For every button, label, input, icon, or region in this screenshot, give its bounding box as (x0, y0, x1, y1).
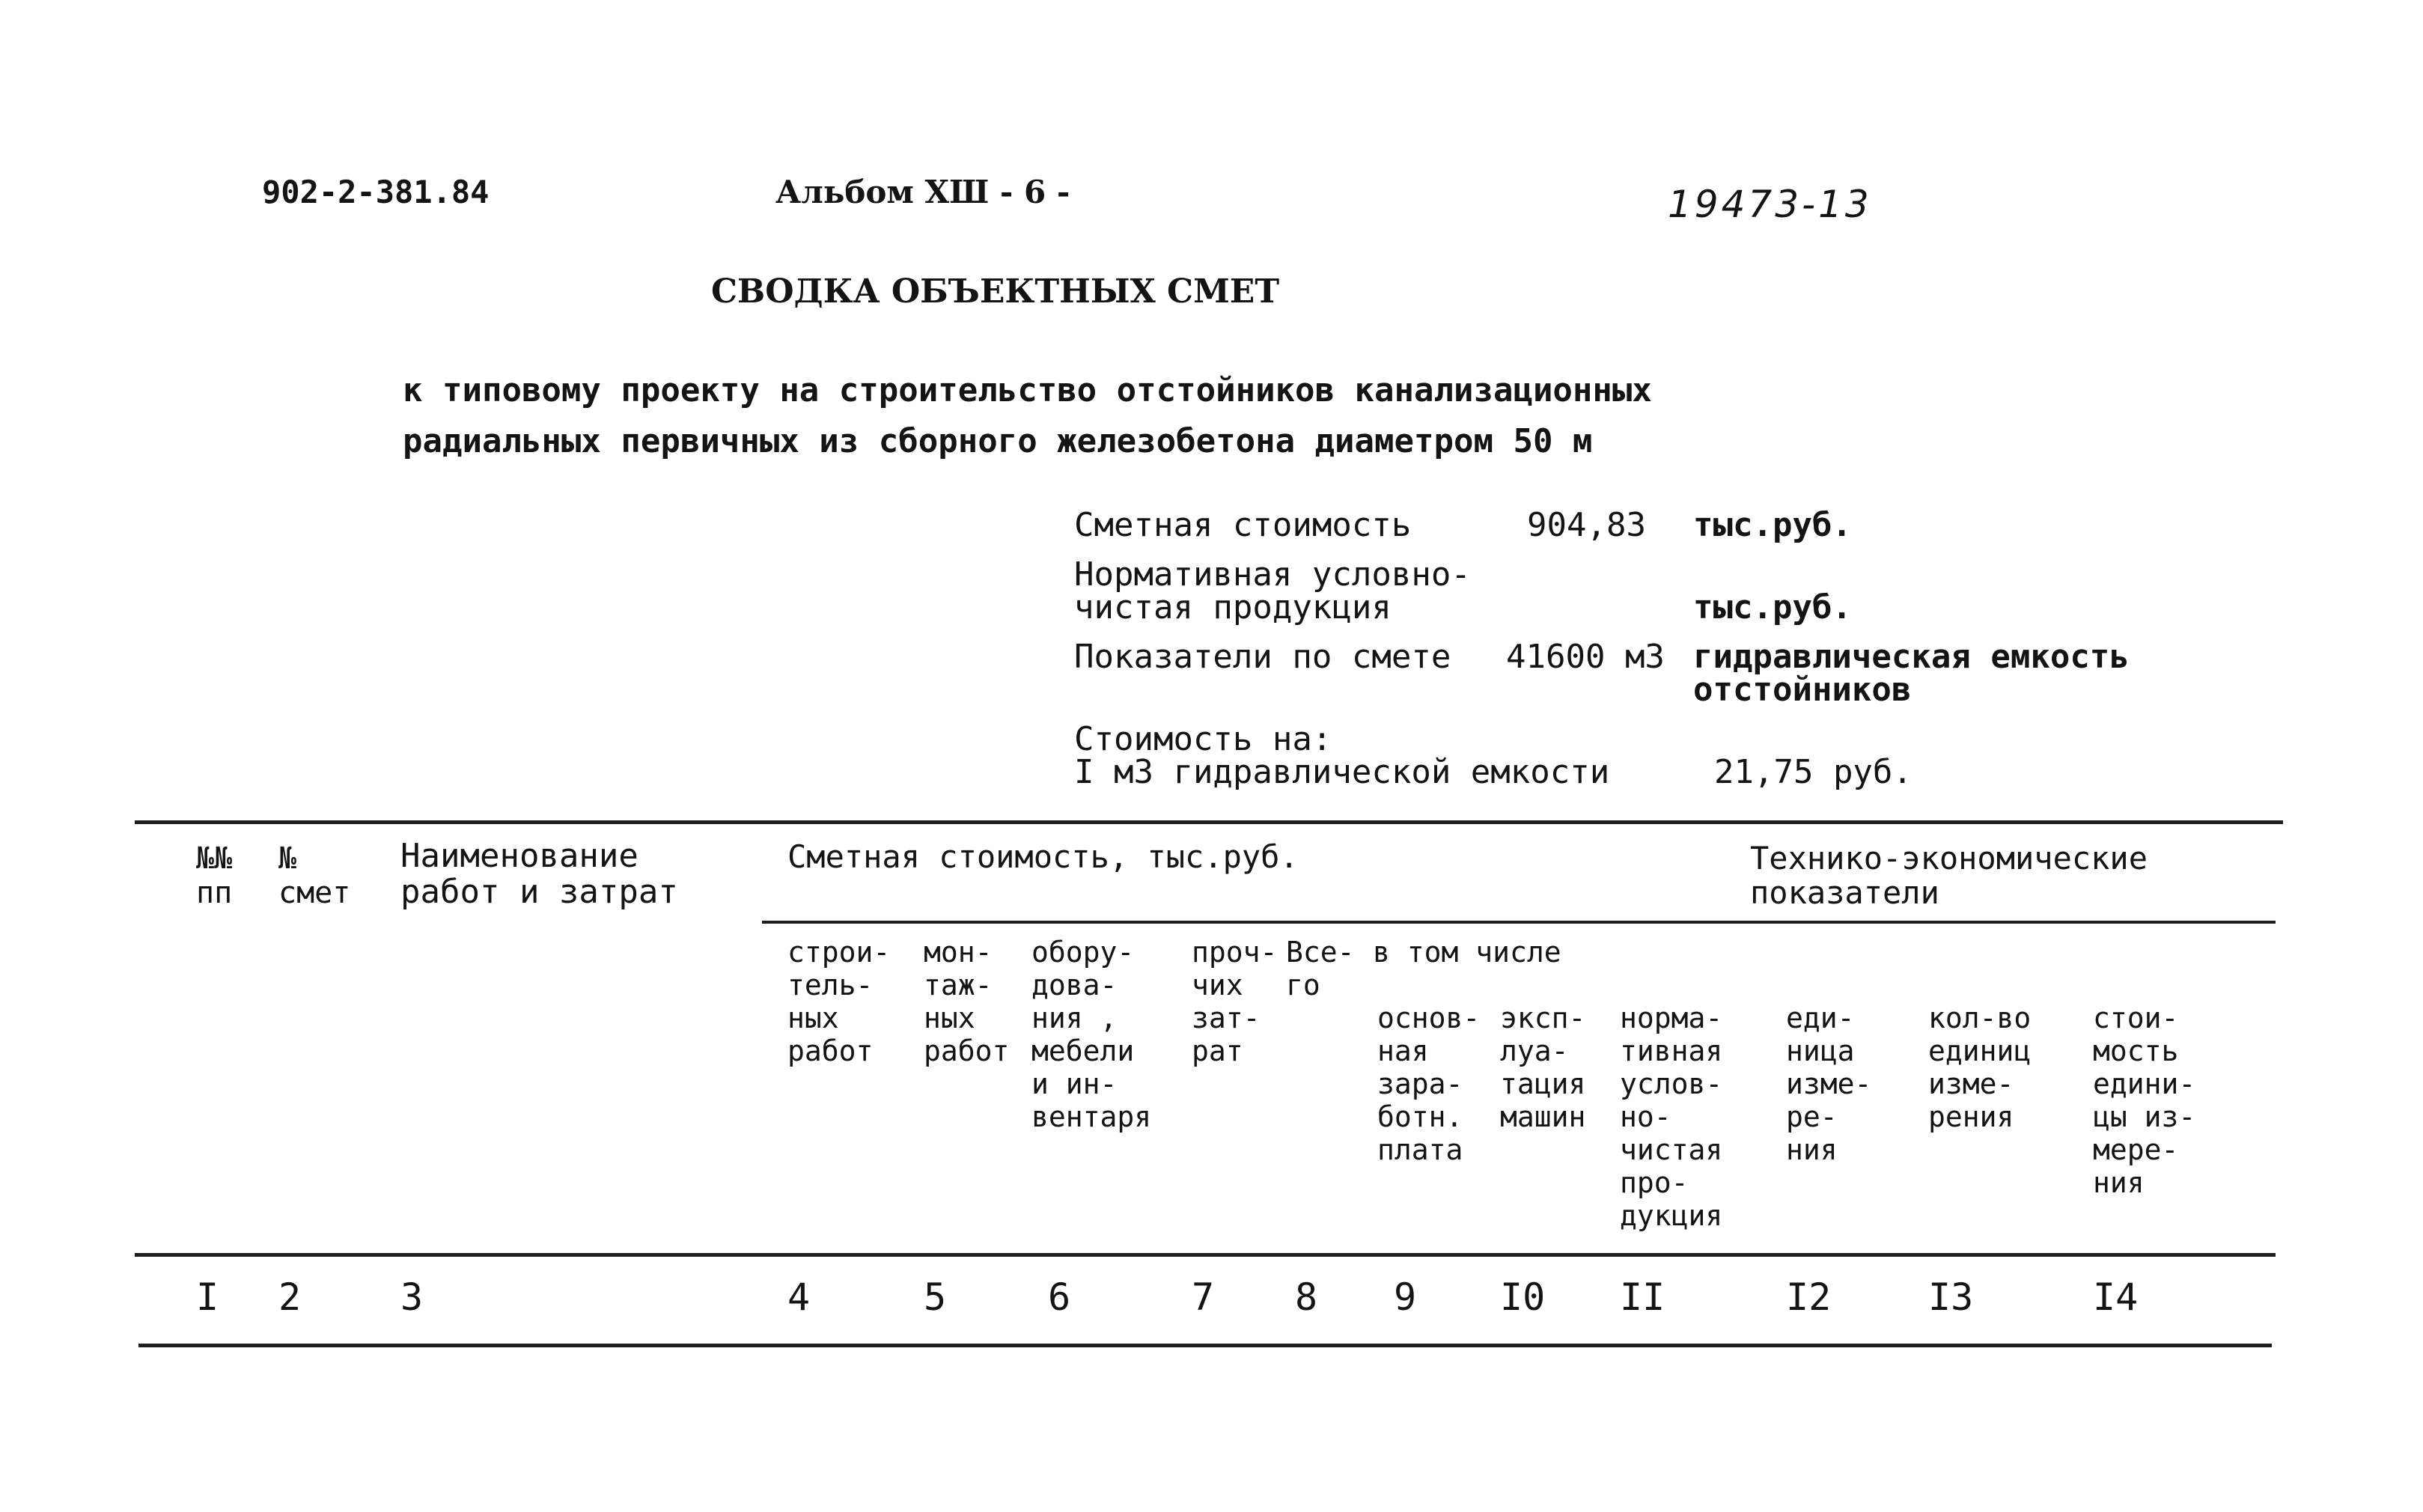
column-number: 5 (924, 1275, 947, 1319)
indicators-desc-line-1: гидравлическая емкость (1693, 638, 2130, 676)
header-equipment: обору- дова- ния , мебели и ин- вентаря (1031, 936, 1152, 1133)
header-work-name: Наименование работ и затрат (400, 837, 678, 911)
album-label: Альбом ХШ - 6 - (775, 174, 1070, 210)
column-number: 7 (1192, 1275, 1215, 1319)
header-other-costs: проч- чих зат- рат (1192, 936, 1278, 1067)
header-estimate-number: № смет (278, 841, 351, 910)
cost-per-value: 21,75 руб. (1714, 753, 1913, 791)
header-including: в том числе (1373, 936, 1561, 969)
normative-label-line-1: Нормативная условно- (1074, 555, 1471, 594)
page-title: СВОДКА ОБЪЕКТНЫХ СМЕТ (711, 272, 1280, 311)
indicators-label: Показатели по смете (1074, 638, 1451, 676)
header-machine-operation: эксп- луа- тация машин (1500, 1002, 1586, 1133)
header-bottom-rule (135, 1253, 2276, 1257)
estimated-cost-label: Сметная стоимость (1074, 506, 1412, 544)
column-number: II (1620, 1275, 1665, 1319)
cost-per-label: Стоимость на: (1074, 720, 1332, 758)
column-number: 2 (278, 1275, 302, 1319)
header-unit-of-measure: еди- ница изме- ре- ния (1786, 1002, 1872, 1166)
column-number: 6 (1048, 1275, 1071, 1319)
table-bottom-rule (138, 1344, 2272, 1347)
column-number: 3 (400, 1275, 424, 1319)
subtitle-line-2: радиальных первичных из сборного железобетона диаметром 50 м (403, 422, 1593, 460)
subtitle-line-1: к типовому проекту на строительство отстойников канализационных (403, 371, 1652, 409)
normative-unit: тыс.руб. (1693, 588, 1852, 627)
column-number: 8 (1295, 1275, 1318, 1319)
column-number: I0 (1500, 1275, 1546, 1319)
header-construction-works: строи- тель- ных работ (787, 936, 891, 1067)
indicators-value: 41600 м3 (1506, 638, 1665, 676)
column-number: I2 (1786, 1275, 1832, 1319)
header-cost-group: Сметная стоимость, тыс.руб. (787, 838, 1299, 875)
column-number: I3 (1928, 1275, 1974, 1319)
header-installation-works: мон- таж- ных работ (924, 936, 1010, 1067)
header-tech-group: Технико-экономические показатели (1750, 840, 2148, 911)
table-top-rule (135, 820, 2283, 824)
header-normative-output: норма- тивная услов- но- чистая про- дукция (1620, 1002, 1723, 1232)
header-unit-quantity: кол-во единиц изме- рения (1928, 1002, 2032, 1133)
header-total: Все- го (1286, 936, 1355, 1002)
header-unit-cost: стои- мость едини- цы из- мере- ния (2093, 1002, 2196, 1199)
indicators-desc-line-2: отстойников (1693, 671, 1912, 709)
column-number: 9 (1394, 1275, 1417, 1319)
inventory-number: 19473-13 (1668, 183, 1872, 226)
cost-per-item: I м3 гидравлической емкости (1074, 753, 1610, 791)
column-number: 4 (787, 1275, 811, 1319)
column-number: I (196, 1275, 219, 1319)
header-row-number: №№ пп (196, 841, 233, 910)
document-code: 902-2-381.84 (262, 174, 490, 210)
cost-group-rule (762, 921, 2276, 924)
estimated-cost-unit: тыс.руб. (1693, 506, 1852, 544)
column-number: I4 (2093, 1275, 2139, 1319)
estimated-cost-value: 904,83 (1527, 506, 1646, 544)
header-base-wages: основ- ная зара- ботн. плата (1377, 1002, 1481, 1166)
normative-label-line-2: чистая продукция (1074, 588, 1392, 627)
